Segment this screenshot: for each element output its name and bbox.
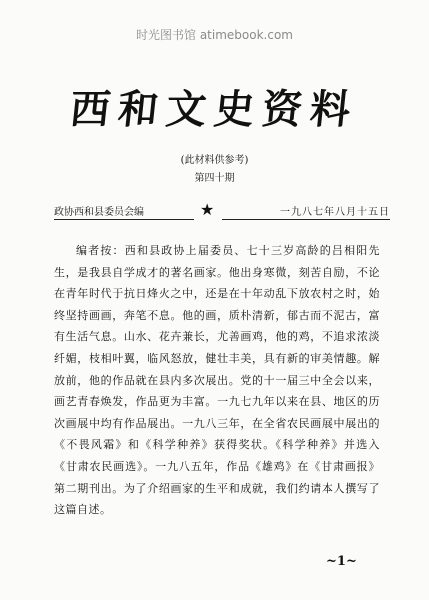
masthead-title: 西和文史资料 [67, 86, 361, 133]
divider-right [222, 219, 390, 220]
page-number: ~1~ [326, 554, 357, 569]
divider-left [54, 219, 194, 220]
editor-note-paragraph: 编者按：西和县政协上届委员、七十三岁高龄的吕相阳先生，是我县自学成才的著名画家。他出身寒微，刻苦自励，不论在青年时代于抗日烽火之中，还是在十年动乱下放农村之时，始终坚持画画，奔笔不息。他的画，质朴清新，郁古而不泥古，富有生活气息。山水、花卉兼长，尤善画鸡，他的鸡，不追求浓淡纤媚，枝相叶翼，临风怒放，健壮丰美，具有新的审美情趣。解放前，他的作品就在县内多次展出。党的十一届三中全会以来，画艺青春焕发，作品更为丰富。一九七九年以来在县、地区的历次画展中均有作品展出。一九八三年，在全省农民画展中展出的《不畏风霜》和《科学种养》获得奖状。《科学种养》并选入《甘肃农民画选》。一九八五年，作品《雄鸡》在《甘肃画报》第二期刊出。为了介绍画家的生平和成就，我们约请本人撰写了这篇自述。 [54, 244, 380, 517]
publication-row [54, 200, 390, 225]
publication-date: 一九八七年八月十五日 [280, 207, 390, 218]
site-watermark: 时光图书馆 atimebook.com [136, 28, 293, 42]
editor-note [54, 240, 380, 521]
reference-note: (此材料供参考) [180, 155, 249, 166]
issue-number: 第四十期 [194, 173, 235, 184]
publisher-name: 政协西和县委员会编 [54, 207, 144, 218]
star-icon: ★ [200, 200, 215, 219]
